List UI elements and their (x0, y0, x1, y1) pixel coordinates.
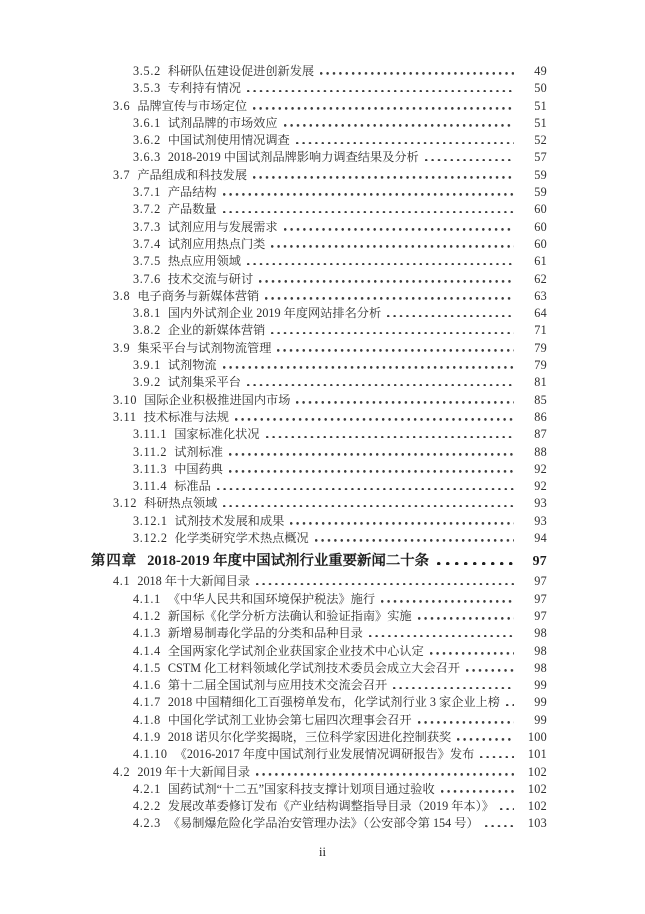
toc-entry-page: 63 (534, 288, 547, 303)
toc-entry (91, 495, 547, 512)
toc-entry-page: 60 (534, 236, 547, 251)
toc-entry-number: 3.6.2 (133, 133, 161, 148)
toc-entry-number: 3.7.3 (133, 219, 161, 234)
toc-entry (91, 798, 547, 815)
toc-entry-number: 4.1.2 (133, 608, 161, 623)
toc-dot-leader (480, 748, 514, 758)
toc-entry-title: 全国两家化学试剂企业获国家企业技术中心认定 (167, 643, 424, 658)
toc-dot-leader (256, 575, 514, 585)
toc-dot-leader (441, 783, 514, 793)
toc-dot-leader (290, 515, 514, 525)
toc-entry-number: 3.11.3 (133, 461, 168, 476)
toc-entry-title: 集采平台与试剂物流管理 (137, 340, 272, 355)
toc-dot-leader (247, 255, 514, 265)
toc-entry-page: 103 (527, 816, 547, 831)
toc-entry-page: 88 (534, 444, 547, 459)
toc-entry-page: 60 (534, 219, 547, 234)
toc-entry-title: 2018-2019 中国试剂品牌影响力调查结果及分析 (167, 150, 419, 165)
toc-entry-number: 3.6 (113, 98, 131, 113)
toc-entry-title: 2018 中国精细化工百强榜单发布，化学试剂行业 3 家企业上榜 (167, 695, 500, 710)
toc-dot-leader (387, 307, 514, 317)
toc-entry (91, 781, 547, 798)
toc-entry-number: 4.1.1 (133, 591, 161, 606)
toc-entry-page: 98 (534, 660, 547, 675)
toc-dot-leader (466, 662, 514, 672)
toc-entry-page: 86 (534, 409, 547, 424)
toc-entry-number: 4.1.6 (133, 678, 161, 693)
toc-entry-title: 产品数量 (167, 202, 217, 217)
toc-entry-title: 国家标准化状况 (174, 427, 260, 442)
toc-entry-number: 4.1.9 (133, 729, 161, 744)
toc-dot-leader (296, 134, 514, 144)
toc-entry-page: 97 (532, 553, 547, 569)
toc-list (91, 63, 547, 833)
toc-entry (91, 729, 547, 746)
toc-dot-leader (253, 100, 514, 110)
toc-entry (91, 184, 547, 201)
toc-entry-page: 62 (534, 271, 547, 286)
toc-entry-number: 3.11.2 (133, 444, 168, 459)
toc-dot-leader (418, 714, 514, 724)
toc-entry-page: 92 (534, 479, 547, 494)
toc-dot-leader (265, 290, 514, 300)
toc-dot-leader (223, 497, 514, 507)
toc-entry-page: 49 (534, 64, 547, 78)
toc-entry-number: 4.2.3 (133, 816, 161, 831)
toc-dot-leader (296, 394, 514, 404)
toc-dot-leader (500, 800, 514, 810)
toc-entry-page: 102 (527, 781, 547, 796)
toc-entry-page: 59 (534, 167, 547, 182)
toc-entry-title: 2018-2019 年度中国试剂行业重要新闻二十条 (147, 553, 430, 570)
toc-entry (91, 201, 547, 218)
toc-entry-title: 技术交流与研讨 (167, 271, 254, 286)
toc-entry-page: 50 (534, 81, 547, 96)
toc-entry (91, 550, 547, 572)
toc-entry (91, 461, 547, 478)
toc-entry-number: 3.12 (113, 496, 138, 511)
toc-entry (91, 513, 547, 530)
toc-entry-page: 98 (534, 626, 547, 641)
toc-entry (91, 115, 547, 132)
toc-entry-number: 3.12.1 (133, 513, 168, 528)
toc-entry-number: 3.7.1 (133, 185, 161, 200)
toc-entry-number: 3.9.2 (133, 375, 161, 390)
toc-entry-title: 发展改革委修订发布《产业结构调整指导目录（2019 年本）》 (167, 799, 494, 814)
toc-dot-leader (223, 186, 514, 196)
toc-entry-number: 3.6.1 (133, 115, 161, 130)
toc-entry-title: 国际企业积极推进国内市场 (144, 392, 291, 407)
toc-entry (91, 426, 547, 443)
toc-dot-leader (284, 221, 514, 231)
toc-entry-title: 《2016-2017 年度中国试剂行业发展情况调研报告》发布 (174, 747, 475, 762)
toc-entry-page: 102 (527, 764, 547, 779)
toc-dot-leader (223, 359, 514, 369)
toc-dot-leader (229, 446, 514, 456)
toc-entry-number: 3.7.6 (133, 271, 161, 286)
toc-entry-number: 3.8 (113, 288, 131, 303)
toc-entry-title: 热点应用领域 (167, 254, 241, 269)
toc-dot-leader (315, 532, 514, 542)
toc-entry-page: 99 (534, 678, 547, 693)
toc-entry-page: 99 (534, 712, 547, 727)
toc-entry (91, 167, 547, 184)
page-footer (0, 845, 645, 860)
toc-entry (91, 98, 547, 115)
toc-entry-number: 4.1.8 (133, 712, 161, 727)
toc-entry-page: 51 (534, 115, 547, 130)
toc-entry-title: 技术标准与法规 (143, 409, 229, 424)
toc-entry-title: 电子商务与新媒体营销 (137, 288, 260, 303)
toc-entry-page: 101 (527, 747, 547, 762)
toc-entry-page: 93 (534, 496, 547, 511)
toc-dot-leader (437, 554, 513, 565)
toc-entry-title: 2018 年十大新闻目录 (137, 574, 251, 589)
toc-entry-number: 3.9.1 (133, 358, 161, 373)
toc-dot-leader (256, 766, 514, 776)
toc-entry-title: CSTM 化工材料领域化学试剂技术委员会成立大会召开 (167, 660, 461, 675)
toc-dot-leader (506, 696, 514, 706)
footer-page-number: ii (319, 845, 326, 859)
toc-entry-title: 科研队伍建设促进创新发展 (167, 64, 315, 78)
toc-entry-title: 试剂集采平台 (167, 375, 241, 390)
toc-entry-page: 94 (534, 531, 547, 546)
toc-entry-title: 新增易制毒化学品的分类和品种目录 (167, 626, 363, 641)
toc-entry-title: 中国药典 (174, 461, 223, 476)
toc-dot-leader (229, 463, 514, 473)
toc-entry (91, 374, 547, 391)
toc-dot-leader (485, 817, 514, 827)
toc-entry (91, 677, 547, 694)
toc-dot-leader (217, 480, 514, 490)
toc-entry (91, 392, 547, 409)
toc-dot-leader (284, 117, 514, 127)
toc-entry-page: 52 (534, 133, 547, 148)
toc-entry-number: 3.7.4 (133, 236, 161, 251)
toc-entry-page: 79 (534, 340, 547, 355)
toc-entry-page: 57 (534, 150, 547, 165)
toc-dot-leader (266, 428, 514, 438)
toc-entry (91, 643, 547, 660)
toc-entry-page: 87 (534, 427, 547, 442)
toc-entry (91, 305, 547, 322)
toc-dot-leader (425, 151, 514, 161)
toc-entry (91, 573, 547, 590)
toc-dot-leader (320, 65, 514, 75)
toc-entry-number: 3.7.5 (133, 254, 161, 269)
toc-entry (91, 660, 547, 677)
toc-entry-number: 4.1.7 (133, 695, 161, 710)
toc-entry-title: 科研热点领域 (144, 496, 218, 511)
toc-entry (91, 625, 547, 642)
toc-entry-title: 第十二届全国试剂与应用技术交流会召开 (167, 678, 388, 693)
toc-entry (91, 80, 547, 97)
toc-entry-title: 标准品 (174, 479, 211, 494)
toc-dot-leader (271, 324, 514, 334)
toc-entry-title: 化学类研究学术热点概况 (174, 531, 309, 546)
toc-entry-page: 97 (534, 608, 547, 623)
toc-entry (91, 712, 547, 729)
toc-entry-number: 3.6.3 (133, 150, 161, 165)
toc-dot-leader (381, 593, 514, 603)
toc-entry-title: 品牌宣传与市场定位 (137, 98, 248, 113)
toc-entry (91, 271, 547, 288)
toc-entry-page: 79 (534, 358, 547, 373)
toc-entry-number: 3.11.1 (133, 427, 168, 442)
toc-entry-page: 81 (534, 375, 547, 390)
toc-entry (91, 444, 547, 461)
toc-entry-number: 3.11.4 (133, 479, 168, 494)
toc-dot-leader (369, 627, 514, 637)
toc-entry-page: 71 (534, 323, 547, 338)
toc-entry-number: 4.1.3 (133, 626, 161, 641)
toc-entry-title: 试剂标准 (174, 444, 223, 459)
toc-dot-leader (235, 411, 514, 421)
toc-entry-title: 国药试剂“十二五”国家科技支撑计划项目通过验收 (167, 781, 435, 796)
toc-entry-title: 新国标《化学分析方法确认和验证指南》实施 (167, 608, 412, 623)
toc-entry-number: 4.1.10 (133, 747, 168, 762)
toc-entry-number: 4.1.5 (133, 660, 161, 675)
toc-dot-leader (247, 82, 514, 92)
toc-entry-number: 第四章 (91, 553, 138, 570)
toc-entry-number: 3.12.2 (133, 531, 168, 546)
toc-entry-number: 3.8.2 (133, 323, 161, 338)
toc-entry (91, 340, 547, 357)
toc-entry (91, 530, 547, 547)
toc-entry-number: 4.2.1 (133, 781, 161, 796)
toc-entry-title: 试剂品牌的市场效应 (167, 115, 278, 130)
toc-dot-leader (271, 238, 514, 248)
toc-entry-page: 100 (527, 729, 547, 744)
toc-entry-page: 64 (534, 306, 547, 321)
toc-entry-title: 试剂物流 (167, 358, 217, 373)
toc-entry-page: 51 (534, 98, 547, 113)
toc-dot-leader (418, 610, 514, 620)
toc-dot-leader (259, 273, 514, 283)
toc-entry-page: 61 (534, 254, 547, 269)
toc-entry-title: 《易制爆危险化学品治安管理办法》（公安部令第 154 号） (167, 816, 479, 831)
toc-entry-page: 97 (534, 591, 547, 606)
toc-entry-title: 产品结构 (167, 185, 217, 200)
toc-dot-leader (247, 376, 514, 386)
toc-entry (91, 608, 547, 625)
toc-entry-title: 企业的新媒体营销 (167, 323, 266, 338)
toc-entry-number: 3.10 (113, 392, 138, 407)
toc-entry-number: 4.2.2 (133, 799, 161, 814)
toc-dot-leader (430, 645, 514, 655)
toc-entry (91, 694, 547, 711)
toc-entry (91, 219, 547, 236)
toc-entry-page: 92 (534, 461, 547, 476)
toc-entry-page: 60 (534, 202, 547, 217)
toc-entry-number: 3.7 (113, 167, 131, 182)
toc-entry (91, 322, 547, 339)
toc-entry-page: 59 (534, 185, 547, 200)
toc-entry-title: 试剂应用与发展需求 (167, 219, 278, 234)
toc-entry (91, 409, 547, 426)
toc-entry-page: 85 (534, 392, 547, 407)
toc-entry (91, 815, 547, 832)
toc-entry (91, 478, 547, 495)
toc-dot-leader (393, 679, 514, 689)
toc-entry-title: 试剂技术发展和成果 (174, 513, 285, 528)
toc-entry-title: 试剂应用热点门类 (167, 236, 266, 251)
toc-entry (91, 357, 547, 374)
toc-entry-title: 《中华人民共和国环境保护税法》施行 (167, 591, 376, 606)
toc-entry (91, 63, 547, 80)
toc-entry (91, 746, 547, 763)
toc-entry-page: 98 (534, 643, 547, 658)
toc-entry (91, 591, 547, 608)
toc-entry (91, 764, 547, 781)
toc-dot-leader (223, 203, 514, 213)
toc-entry-number: 4.2 (113, 764, 131, 779)
toc-entry-title: 中国试剂使用情况调查 (167, 133, 290, 148)
toc-entry-number: 3.5.3 (133, 81, 161, 96)
toc-entry-page: 97 (534, 574, 547, 589)
toc-entry-number: 4.1 (113, 574, 131, 589)
toc-entry (91, 149, 547, 166)
toc-entry (91, 236, 547, 253)
toc-entry-page: 99 (534, 695, 547, 710)
toc-entry-number: 3.5.2 (133, 64, 161, 78)
toc-entry-number: 3.8.1 (133, 306, 161, 321)
toc-dot-leader (457, 731, 514, 741)
toc-entry-number: 3.11 (113, 409, 137, 424)
toc-entry (91, 132, 547, 149)
toc-entry-title: 中国化学试剂工业协会第七届四次理事会召开 (167, 712, 412, 727)
toc-entry-title: 2019 年十大新闻目录 (137, 764, 251, 779)
toc-entry-page: 102 (527, 799, 547, 814)
toc-dot-leader (277, 342, 514, 352)
toc-entry (91, 288, 547, 305)
toc-entry-number: 3.9 (113, 340, 131, 355)
toc-dot-leader (253, 169, 514, 179)
toc-entry-number: 4.1.4 (133, 643, 161, 658)
toc-entry-title: 产品组成和科技发展 (137, 167, 248, 182)
toc-entry (91, 253, 547, 270)
toc-entry-title: 专利持有情况 (167, 81, 241, 96)
toc-entry-title: 国内外试剂企业 2019 年度网站排名分析 (167, 306, 382, 321)
toc-entry-number: 3.7.2 (133, 202, 161, 217)
toc-entry-title: 2018 诺贝尔化学奖揭晓，三位科学家因进化控制获奖 (167, 729, 452, 744)
toc-entry-page: 93 (534, 513, 547, 528)
